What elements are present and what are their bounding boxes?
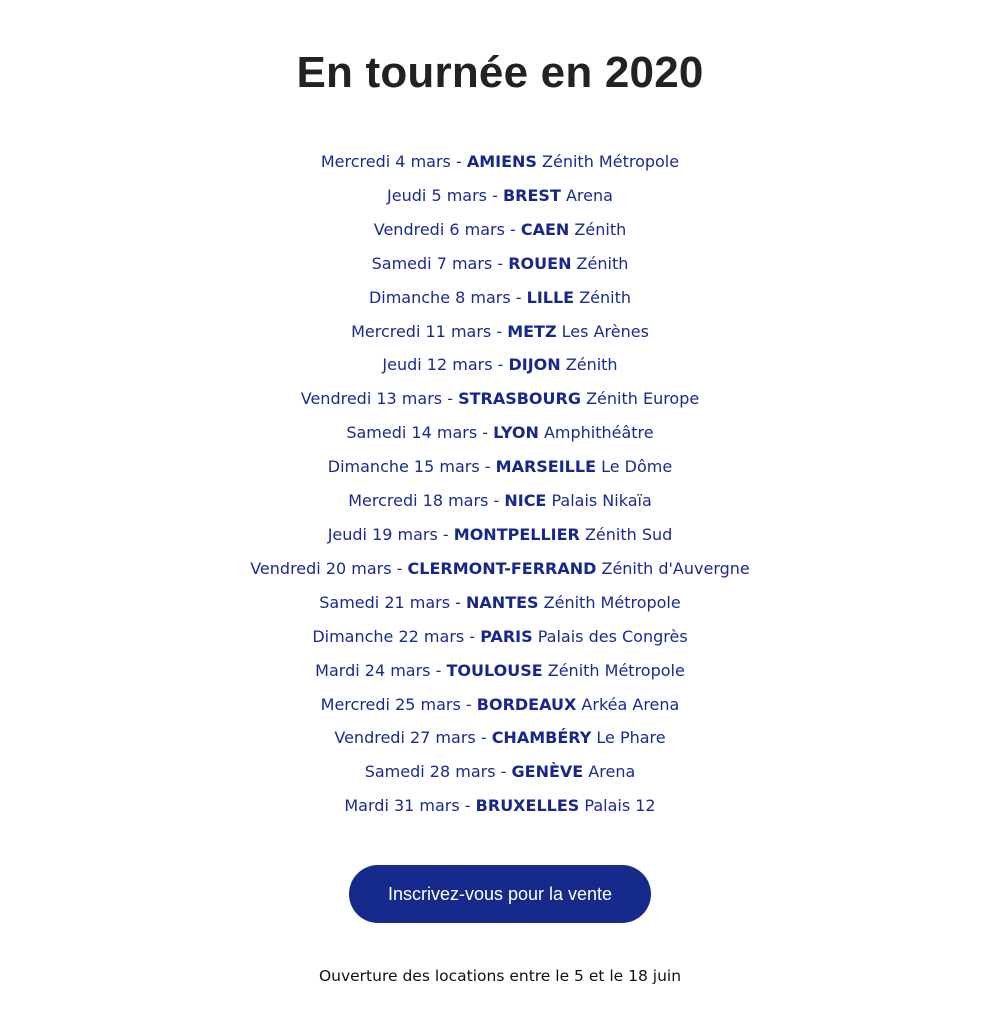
tour-date-city: BORDEAUX	[476, 694, 577, 714]
tour-date-city: DIJON	[508, 355, 561, 375]
tour-date-venue: Zénith Métropole	[547, 660, 685, 680]
tour-date-venue: Amphithéâtre	[543, 423, 654, 443]
tour-date-separator: -	[391, 558, 408, 578]
tour-date-venue: Zénith Métropole	[543, 592, 681, 612]
tour-date-city: CLERMONT-FERRAND	[407, 558, 597, 578]
tour-date-venue: Palais 12	[584, 796, 656, 816]
tour-date-city: BREST	[502, 185, 561, 205]
tour-date-row	[250, 789, 750, 823]
tour-date-row	[250, 721, 750, 755]
tour-date-venue: Zénith	[579, 287, 632, 307]
tour-date-city: GENÈVE	[511, 762, 584, 782]
tour-date-separator: -	[459, 796, 476, 816]
tour-date-venue: Zénith d'Auvergne	[601, 558, 750, 578]
tour-date-row	[250, 213, 750, 247]
page-title: En tournée en 2020	[296, 48, 704, 97]
tour-date-city: LYON	[493, 423, 539, 443]
tour-date-row	[250, 450, 750, 484]
tour-date-venue: Zénith Métropole	[542, 152, 680, 171]
tour-date-venue: Les Arènes	[561, 321, 649, 341]
tour-date-day: Mercredi 11 mars	[351, 321, 492, 341]
tour-date-day: Vendredi 13 mars	[300, 389, 443, 409]
tour-date-city: BRUXELLES	[475, 796, 580, 816]
tour-date-day: Mercredi 18 mars	[348, 491, 489, 511]
tour-date-row	[250, 755, 750, 789]
tour-date-day: Vendredi 6 mars	[373, 219, 505, 239]
tour-date-venue: Arena	[565, 185, 613, 205]
tour-date-venue: Le Phare	[596, 728, 666, 748]
tour-date-row	[250, 416, 750, 450]
tour-date-row	[250, 518, 750, 552]
tour-date-day: Vendredi 20 mars	[250, 558, 392, 578]
tour-date-row	[250, 484, 750, 518]
tour-date-row	[250, 688, 750, 722]
tour-date-row	[250, 145, 750, 179]
tour-date-venue: Zénith Europe	[586, 389, 700, 409]
tour-date-day: Dimanche 15 mars	[327, 457, 480, 477]
tour-date-day: Mardi 31 mars	[344, 796, 460, 816]
tour-date-city: METZ	[507, 321, 557, 341]
tour-date-day: Mercredi 25 mars	[320, 694, 461, 714]
tour-date-row	[250, 247, 750, 281]
tour-date-row	[250, 315, 750, 349]
tour-date-row	[250, 586, 750, 620]
tour-date-city: CHAMBÉRY	[491, 728, 592, 748]
tour-date-day: Jeudi 5 mars	[387, 185, 488, 205]
tour-date-city: MONTPELLIER	[453, 524, 580, 544]
tour-date-day: Mardi 24 mars	[315, 660, 431, 680]
tour-date-city: ROUEN	[508, 253, 572, 273]
tour-date-day: Samedi 28 mars	[364, 762, 496, 782]
tour-date-row	[250, 281, 750, 315]
tour-date-separator: -	[495, 762, 512, 782]
tour-date-separator: -	[477, 423, 494, 443]
tour-date-venue: Arena	[588, 762, 636, 782]
tour-date-separator: -	[450, 152, 467, 171]
tour-date-city: MARSEILLE	[495, 457, 596, 477]
tour-date-separator: -	[492, 355, 509, 375]
tour-date-venue: Zénith Sud	[584, 524, 673, 544]
tour-date-day: Jeudi 19 mars	[327, 524, 438, 544]
tour-date-venue: Zénith	[576, 253, 629, 273]
tour-date-venue: Arkéa Arena	[581, 694, 680, 714]
tour-date-row	[250, 654, 750, 688]
tour-date-day: Jeudi 12 mars	[382, 355, 493, 375]
tour-date-separator: -	[442, 389, 459, 409]
tour-date-row	[250, 552, 750, 586]
tour-date-day: Vendredi 27 mars	[334, 728, 476, 748]
tour-date-separator: -	[430, 660, 447, 680]
tour-date-city: TOULOUSE	[446, 660, 543, 680]
tour-date-venue: Le Dôme	[601, 457, 673, 477]
tour-date-row	[250, 179, 750, 213]
tour-date-separator: -	[488, 491, 505, 511]
tour-date-city: NANTES	[466, 592, 539, 612]
tour-date-day: Dimanche 8 mars	[368, 287, 511, 307]
tour-date-city: NICE	[504, 491, 547, 511]
tour-date-city: CAEN	[520, 219, 570, 239]
tour-date-row	[250, 620, 750, 654]
tour-date-venue: Palais des Congrès	[537, 626, 688, 646]
tour-date-venue: Zénith	[574, 219, 627, 239]
tour-date-city: PARIS	[480, 626, 533, 646]
sale-opening-note: Ouverture des locations entre le 5 et le 18 juin	[318, 967, 682, 986]
tour-dates-list	[250, 145, 750, 823]
tour-date-separator: -	[437, 524, 454, 544]
tour-date-venue: Zénith	[565, 355, 618, 375]
tour-date-separator: -	[460, 694, 477, 714]
tour-date-day: Dimanche 22 mars	[312, 626, 465, 646]
tour-date-city: STRASBOURG	[458, 389, 581, 409]
tour-date-venue: Palais Nikaïa	[551, 491, 652, 511]
tour-date-city: AMIENS	[466, 152, 537, 171]
tour-date-day: Samedi 14 mars	[346, 423, 478, 443]
tour-date-separator: -	[450, 592, 467, 612]
tour-date-row	[250, 348, 750, 382]
tour-date-separator: -	[464, 626, 481, 646]
tour-date-separator: -	[504, 219, 521, 239]
tour-date-separator: -	[492, 253, 509, 273]
tour-date-day: Mercredi 4 mars	[320, 152, 451, 171]
tour-date-separator: -	[487, 185, 503, 205]
tour-date-day: Samedi 21 mars	[319, 592, 451, 612]
tour-date-separator: -	[475, 728, 492, 748]
tour-date-separator: -	[510, 287, 527, 307]
tour-date-city: LILLE	[526, 287, 575, 307]
tour-date-separator: -	[479, 457, 496, 477]
tour-date-separator: -	[491, 321, 508, 341]
register-for-sale-button[interactable]: Inscrivez-vous pour la vente	[349, 865, 651, 923]
tour-date-row	[250, 382, 750, 416]
tour-date-day: Samedi 7 mars	[371, 253, 493, 273]
